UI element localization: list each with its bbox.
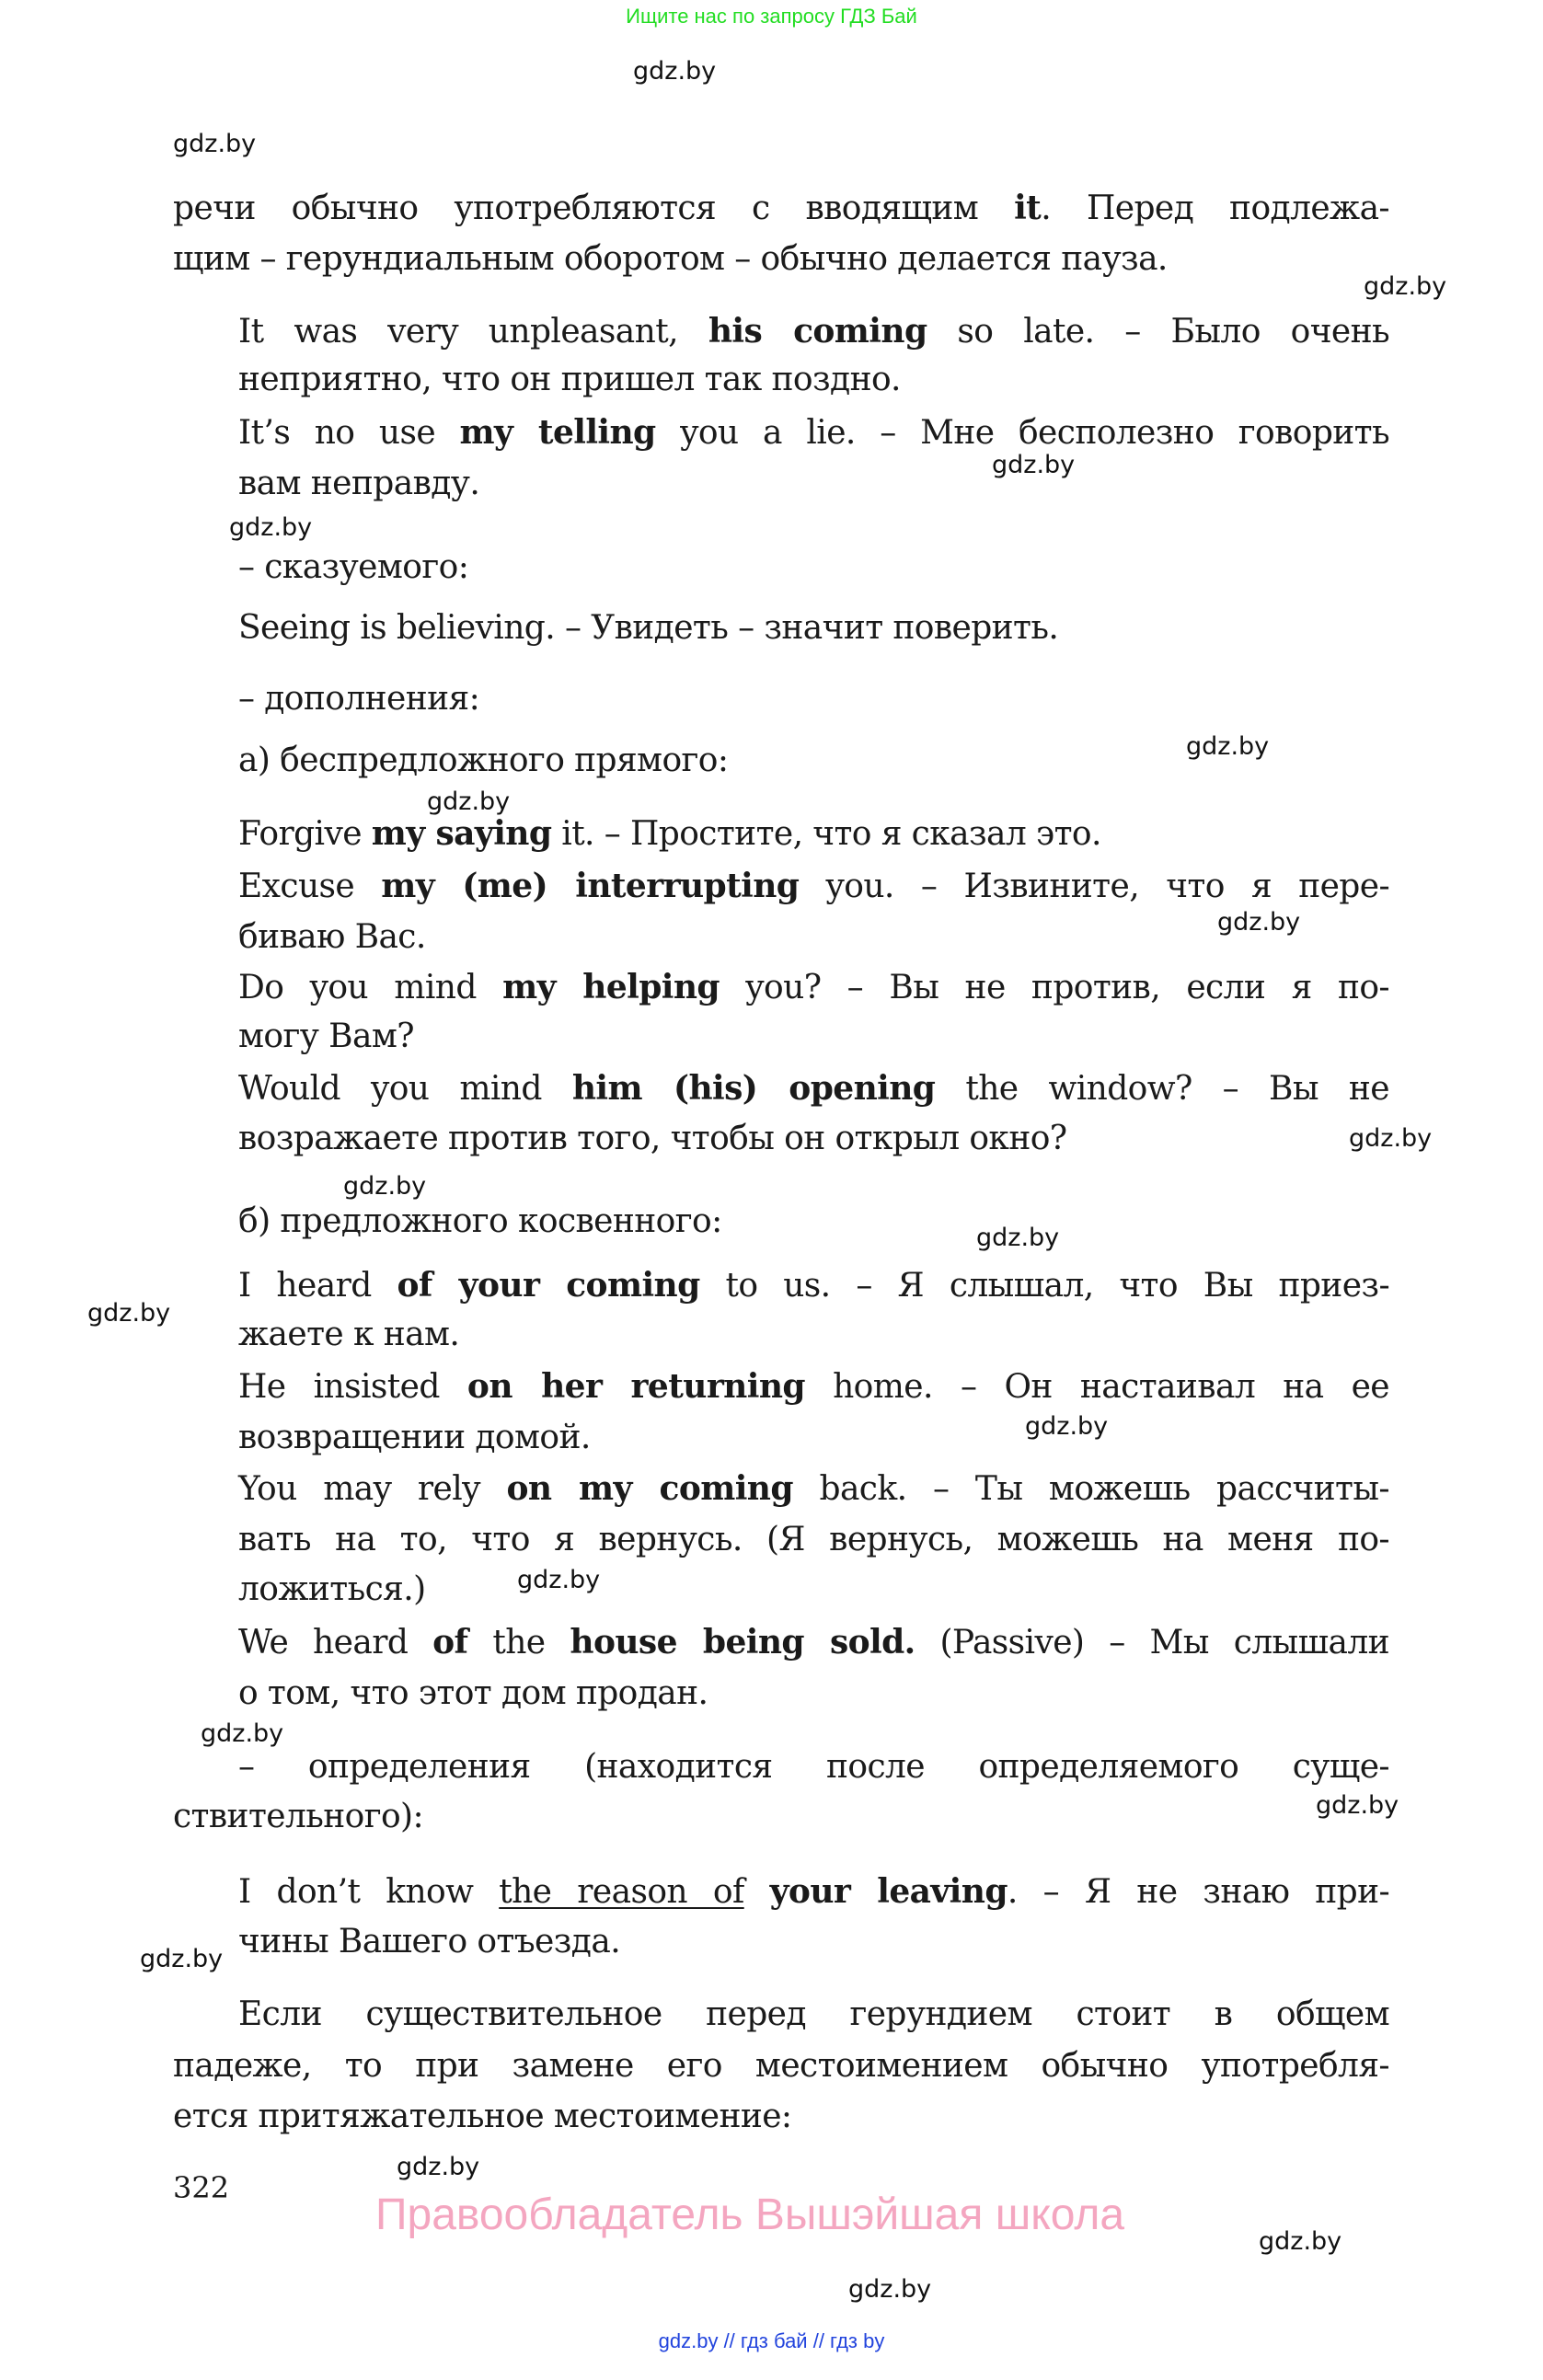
gdz-watermark: gdz.by: [87, 1299, 171, 1328]
gdz-watermark: gdz.by: [992, 451, 1076, 479]
example-line: Forgive my saying it. – Простите, что я сказал это.: [238, 814, 1101, 853]
text-line: речи обычно употребляются с вводящим it. Перед подлежа-: [173, 189, 1389, 227]
search-us-banner[interactable]: Ищите нас по запросу ГДЗ Бай: [626, 5, 917, 28]
gdz-watermark: gdz.by: [201, 1719, 284, 1748]
gdz-watermark: gdz.by: [343, 1172, 427, 1201]
example-line: I don’t know the reason of your leaving. – Я не знаю при-: [238, 1872, 1390, 1911]
rights-holder-watermark: Правообладатель Вышэйшая школа: [375, 2190, 1125, 2239]
example-line: I heard of your coming to us. – Я слышал, что Вы приез-: [238, 1266, 1390, 1305]
example-line: биваю Вас.: [238, 918, 426, 956]
gdz-watermark: gdz.by: [1025, 1412, 1109, 1441]
example-line: It’s no use my telling you a lie. – Мне бесполезно говорить: [238, 413, 1389, 452]
example-line: Excuse my (me) interrupting you. – Извините, что я пере-: [238, 867, 1390, 905]
example-line: Would you mind him (his) opening the window? – Вы не: [238, 1069, 1389, 1108]
section-heading-object: – дополнения:: [238, 680, 480, 718]
section-heading-attribute: – определения (находится после определяемого суще-: [238, 1748, 1389, 1786]
example-line: о том, что этот дом продан.: [238, 1674, 708, 1712]
gdz-watermark: gdz.by: [1349, 1124, 1433, 1153]
example-line: чины Вашего отъезда.: [238, 1923, 621, 1960]
gdz-watermark: gdz.by: [976, 1224, 1060, 1252]
example-line: He insisted on her returning home. – Он настаивал на ее: [238, 1367, 1389, 1406]
text-line: Если существительное перед герундием стоит в общем: [238, 1995, 1389, 2033]
gdz-watermark: gdz.by: [229, 513, 313, 542]
gdz-watermark: gdz.by: [1186, 732, 1270, 761]
example-line: Do you mind my helping you? – Вы не против, если я по-: [238, 968, 1389, 1006]
example-line: We heard of the house being sold. (Passive) – Мы слышали: [238, 1623, 1389, 1661]
gdz-watermark: gdz.by: [1259, 2227, 1342, 2256]
gdz-watermark: gdz.by: [1217, 908, 1301, 937]
subsection-heading-indirect: б) предложного косвенного:: [238, 1202, 722, 1240]
example-line: вам неправду.: [238, 465, 480, 502]
page-number: 322: [173, 2170, 230, 2205]
gdz-watermark: gdz.by: [517, 1566, 601, 1594]
example-line: неприятно, что он пришел так поздно.: [238, 361, 901, 398]
example-line: могу Вам?: [238, 1018, 414, 1055]
gdz-watermark: gdz.by: [427, 788, 511, 816]
text-line: щим – герундиальным оборотом – обычно делается пауза.: [173, 240, 1168, 278]
subsection-heading-direct: а) беспредложного прямого:: [238, 742, 729, 779]
section-heading-attribute-cont: ствительного):: [173, 1798, 424, 1835]
example-line: ложиться.): [238, 1570, 426, 1608]
gdz-watermark: gdz.by: [140, 1945, 224, 1973]
example-line: жаете к нам.: [238, 1316, 460, 1353]
section-heading-predicate: – сказуемого:: [238, 548, 469, 586]
gdz-watermark: gdz.by: [1364, 272, 1447, 301]
text-line: ется притяжательное местоимение:: [173, 2098, 792, 2135]
gdz-watermark: gdz.by: [848, 2275, 932, 2304]
example-line: It was very unpleasant, his coming so late. – Было очень: [238, 312, 1389, 351]
example-line: Seeing is believing. – Увидеть – значит поверить.: [238, 609, 1059, 647]
gdz-watermark: gdz.by: [397, 2153, 480, 2181]
example-line: вать на то, что я вернусь. (Я вернусь, можешь на меня по-: [238, 1521, 1389, 1558]
gdz-watermark: gdz.by: [173, 130, 257, 158]
text-line: падеже, то при замене его местоимением обычно употребля-: [173, 2047, 1389, 2085]
footer-links[interactable]: gdz.by // гдз бай // гдз by: [658, 2329, 885, 2352]
gdz-watermark: gdz.by: [633, 57, 717, 86]
example-line: возвращении домой.: [238, 1419, 591, 1456]
gdz-watermark: gdz.by: [1316, 1791, 1399, 1820]
example-line: You may rely on my coming back. – Ты можешь рассчиты-: [238, 1469, 1389, 1508]
example-line: возражаете против того, чтобы он открыл окно?: [238, 1120, 1067, 1157]
